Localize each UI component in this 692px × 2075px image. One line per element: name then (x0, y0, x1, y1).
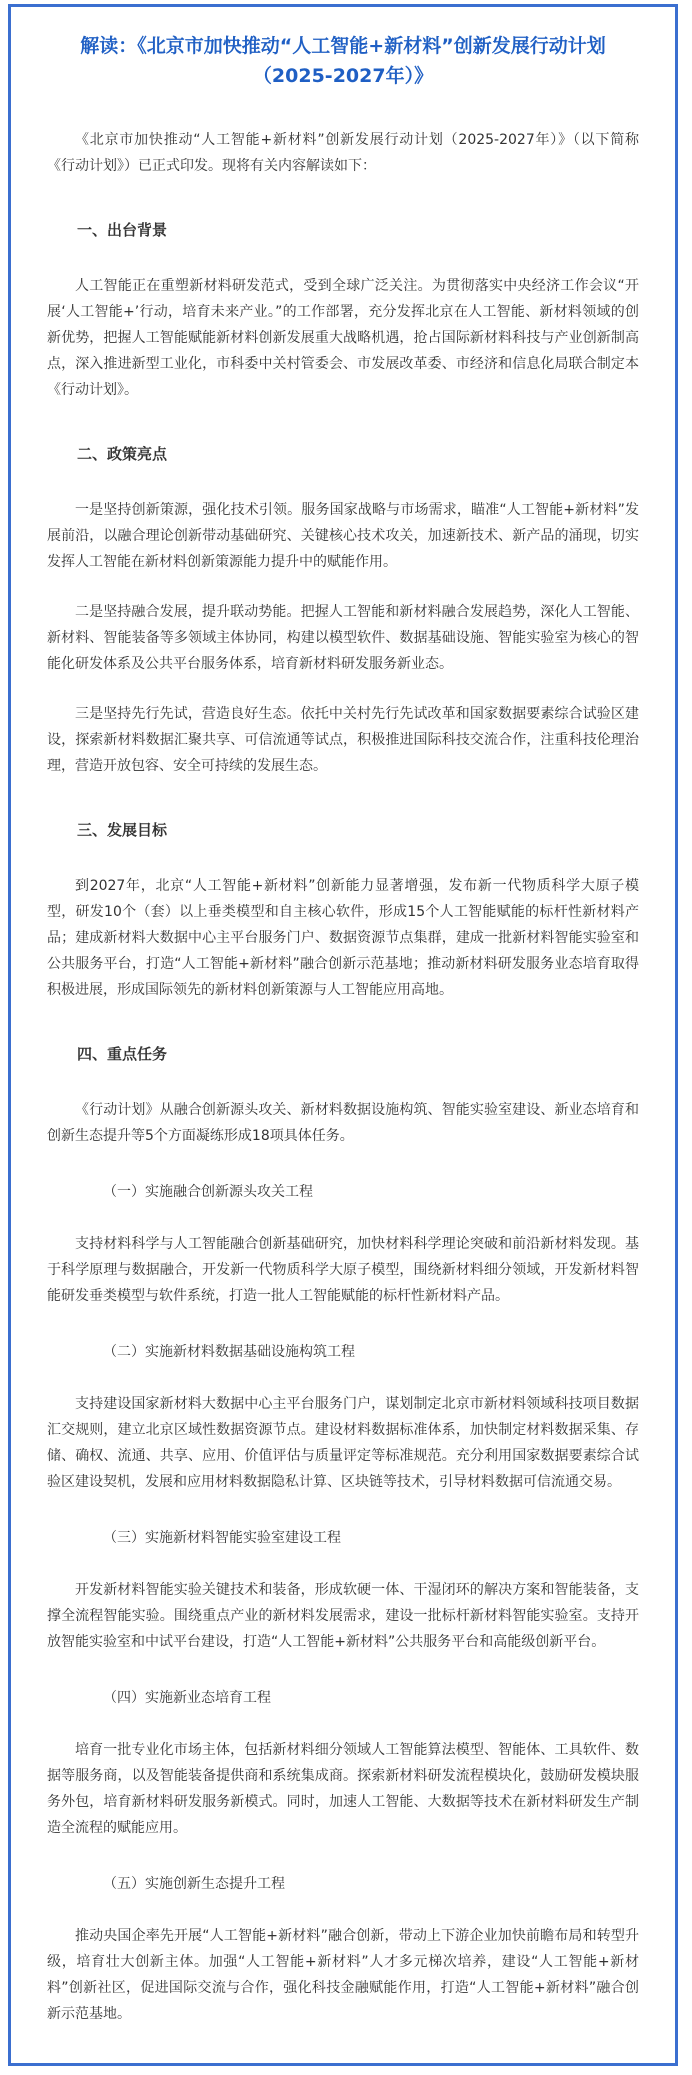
background-paragraph: 人工智能正在重塑新材料研发范式，受到全球广泛关注。为贯彻落实中央经济工作会议“开展‘人工智能+’行动，培育未来产业。”的工作部署，充分发挥北京在人工智能、新材料领域的创新优势，把握人工智能赋能新材料创新发展重大战略机遇，抢占国际新材料科技与产业创新制高点，深入推进新型工业化，市科委中关村管委会、市发展改革委、市经济和信息化局联合制定本《行动计划》。 (47, 278, 639, 398)
task-paragraph-2: 支持建设国家新材料大数据中心主平台服务门户，谋划制定北京市新材料领域科技项目数据汇交规则，建立北京区域性数据资源节点。建设材料数据标准体系，加快制定材料数据采集、存储、确权、流通、共享、应用、价值评估与质量评定等标准规范。充分利用国家数据要素综合试验区建设契机，发展和应用材料数据隐私计算、区块链等技术，引导材料数据可信流通交易。 (47, 1396, 639, 1490)
task-paragraph-1: 支持材料科学与人工智能融合创新基础研究，加快材料科学理论突破和前沿新材料发现。基于科学原理与数据融合，开发新一代物质科学大原子模型，围绕新材料细分领域，开发新材料智能研发垂类模型与软件系统，打造一批人工智能赋能的标杆性新材料产品。 (47, 1236, 639, 1304)
section-heading-tasks: 四、重点任务 (77, 1045, 168, 1063)
task-heading-5: （五）实施创新生态提升工程 (103, 1876, 285, 1892)
task-heading-3: （三）实施新材料智能实验室建设工程 (103, 1530, 341, 1546)
task-paragraph-5: 推动央国企率先开展“人工智能+新材料”融合创新，带动上下游企业加快前瞻布局和转型升级，培育壮大创新主体。加强“人工智能+新材料”人才多元梯次培养，建设“人工智能+新材料”创新社区，促进国际交流与合作，强化科技金融赋能作用，打造“人工智能+新材料”融合创新示范基地。 (47, 1928, 639, 2022)
task-heading-2: （二）实施新材料数据基础设施构筑工程 (103, 1344, 355, 1360)
tasks-intro-paragraph: 《行动计划》从融合创新源头攻关、新材料数据设施构筑、智能实验室建设、新业态培育和创新生态提升等5个方面凝练形成18项具体任务。 (47, 1102, 639, 1144)
task-paragraph-4: 培育一批专业化市场主体，包括新材料细分领域人工智能算法模型、智能体、工具软件、数据等服务商，以及智能装备提供商和系统集成商。探索新材料研发流程模块化，鼓励研发模块服务外包，培育新材料研发服务新模式。同时，加速人工智能、大数据等技术在新材料研发生产制造全流程的赋能应用。 (47, 1742, 639, 1836)
section-heading-goals: 三、发展目标 (77, 821, 168, 839)
article-body (11, 7, 675, 2027)
page-title: 解读：《北京市加快推动“人工智能+新材料”创新发展行动计划（2025-2027年）》 (80, 35, 606, 87)
highlight-paragraph-3: 三是坚持先行先试，营造良好生态。依托中关村先行先试改革和国家数据要素综合试验区建设，探索新材料数据汇聚共享、可信流通等试点，积极推进国际科技交流合作，注重科技伦理治理，营造开放包容、安全可持续的发展生态。 (47, 706, 639, 774)
section-heading-highlights: 二、政策亮点 (77, 445, 168, 463)
section-heading-background: 一、出台背景 (77, 221, 168, 239)
task-heading-1: （一）实施融合创新源头攻关工程 (103, 1184, 313, 1200)
intro-paragraph: 《北京市加快推动“人工智能+新材料”创新发展行动计划（2025-2027年）》（以下简称《行动计划》）已正式印发。现将有关内容解读如下： (47, 132, 639, 174)
task-heading-4: （四）实施新业态培育工程 (103, 1690, 271, 1706)
goals-paragraph: 到2027年，北京“人工智能+新材料”创新能力显著增强，发布新一代物质科学大原子模型，研发10个（套）以上垂类模型和自主核心软件，形成15个人工智能赋能的标杆性新材料产品；建成新材料大数据中心主平台服务门户、数据资源节点集群，建成一批新材料智能实验室和公共服务平台，打造“人工智能+新材料”融合创新示范基地；推动新材料研发服务业态培育取得积极进展，形成国际领先的新材料创新策源与人工智能应用高地。 (47, 878, 639, 998)
article-frame (8, 4, 678, 2066)
task-paragraph-3: 开发新材料智能实验关键技术和装备，形成软硬一体、干湿闭环的解决方案和智能装备，支撑全流程智能实验。围绕重点产业的新材料发展需求，建设一批标杆新材料智能实验室。支持开放智能实验室和中试平台建设，打造“人工智能+新材料”公共服务平台和高能级创新平台。 (47, 1582, 639, 1650)
highlight-paragraph-1: 一是坚持创新策源，强化技术引领。服务国家战略与市场需求，瞄准“人工智能+新材料”发展前沿，以融合理论创新带动基础研究、关键核心技术攻关，加速新技术、新产品的涌现，切实发挥人工智能在新材料创新策源能力提升中的赋能作用。 (47, 502, 639, 570)
highlight-paragraph-2: 二是坚持融合发展，提升联动势能。把握人工智能和新材料融合发展趋势，深化人工智能、新材料、智能装备等多领域主体协同，构建以模型软件、数据基础设施、智能实验室为核心的智能化研发体系及公共平台服务体系，培育新材料研发服务新业态。 (47, 604, 639, 672)
